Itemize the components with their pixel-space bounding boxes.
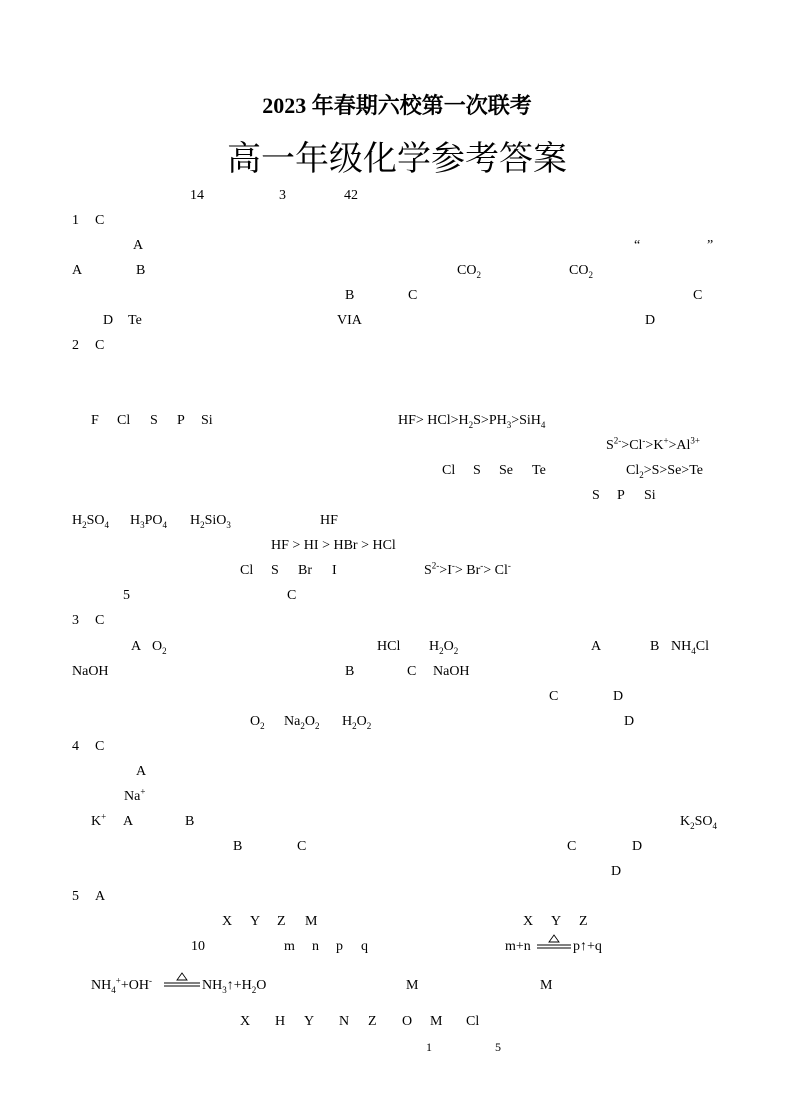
q3-option-b: B [650,639,660,654]
q5-reaction-right: p↑+q [573,939,602,954]
q3-hcl: HCl [377,639,401,654]
q5-element: M [305,914,318,929]
q2-hydride-stability: $HF> HCl>H_2S>PH_3>SiH_4$ [398,413,546,430]
q2-oxidizing-order: $Cl_2>S>Se>Te$ [626,463,703,480]
q1-answer: C [95,213,105,228]
q4-option-b: B [185,814,195,829]
q1-option-d: D [103,313,114,328]
q2-element4: I [332,563,337,578]
q5-species: n [312,939,319,954]
q5-ammonium-reaction-left: $NH_4^++OH^-$ [91,975,152,995]
exam-title: 2023 年春期六校第一次联考 [262,93,532,118]
q1-group-via: VIA [337,313,362,328]
q2-element3: P [617,488,625,503]
q5-assignment: X [240,1014,251,1029]
q2-five: 5 [123,588,130,603]
q5-species: q [361,939,368,954]
q2-c: C [287,588,297,603]
q5-m: M [406,978,419,993]
q2-element: Si [201,413,213,428]
q5-m2: M [540,978,553,993]
q3-nh4cl: $NH_4Cl$ [671,639,709,656]
page-number: 1 [426,1040,432,1054]
q5-assignment: Z [368,1014,377,1029]
q2-element4: Br [298,563,312,578]
q4-option-a: A [136,764,147,779]
q5-assignment: H [275,1014,286,1029]
q3-option-d2: D [624,714,635,729]
q2-hf: HF [320,513,338,528]
q3-option-b2: B [345,664,355,679]
q3-option-a2: A [591,639,602,654]
q2-element: F [91,413,99,428]
answer-key-title: 高一年级化学参考答案 [227,139,567,179]
q5-number: 5 [72,889,79,904]
heat-equals-icon [163,971,201,991]
q1-co2-first: $CO_2$ [457,263,481,280]
intro-count: 14 [190,188,204,203]
q3-option-d: D [613,689,624,704]
q3-h2o2: $H_2O_2$ [429,639,459,656]
q5-element: Z [277,914,286,929]
q2-element3: Si [644,488,656,503]
q3-o2b: $O_2$ [250,714,265,731]
q2-element2: Se [499,463,513,478]
q4-option-a2: A [123,814,134,829]
q2-acid-h2sio3: $H_2SiO_3$ [190,513,231,530]
q5-element: Z [579,914,588,929]
q5-species: m [284,939,295,954]
q2-number: 2 [72,338,79,353]
q4-option-d2: D [611,864,622,879]
q5-assignment: Cl [466,1014,480,1029]
q1-option-b: B [345,288,355,303]
q3-number: 3 [72,613,79,628]
q1-option-c: C [408,288,418,303]
q2-element: P [177,413,185,428]
q1-line-a: A [72,263,83,278]
q3-answer: C [95,613,105,628]
q1-co2-second: $CO_2$ [569,263,593,280]
q3-naoh2: NaOH [433,664,470,679]
q5-ammonium-reaction-right: $NH_3↑+H_2O$ [202,978,267,995]
page-total: 5 [495,1040,501,1054]
q4-option-c2: C [567,839,577,854]
q2-element4: S [271,563,279,578]
q2-answer: C [95,338,105,353]
q2-element3: S [592,488,600,503]
q4-option-b2: B [233,839,243,854]
q2-ion-order: $S^{2-}>I^-> Br^-> Cl^-$ [424,560,511,578]
q1-option-d2: D [645,313,656,328]
q2-acid-h3po4: $H_3PO_4$ [130,513,168,530]
intro-score: 3 [279,188,286,203]
q5-assignment: O [402,1014,413,1029]
intro-total: 42 [344,188,358,203]
q3-option-c: C [407,664,417,679]
q2-acid-h2so4: $H_2SO_4$ [72,513,110,530]
q3-na2o2: $Na_2O_2$ [284,714,320,731]
q2-element: Cl [117,413,131,428]
q2-element2: S [473,463,481,478]
q5-element: Y [250,914,261,929]
q5-assignment: M [430,1014,443,1029]
q5-assignment: Y [304,1014,315,1029]
q5-reaction-left: m+n [505,939,531,954]
q3-option-a: A [131,639,142,654]
q4-na-ion: Na+ [124,786,146,804]
q5-ten: 10 [191,939,205,954]
q1-quote-open: “ [634,238,641,253]
q4-k-ion: K+ [91,811,107,829]
q3-h2o2b: $H_2O_2$ [342,714,372,731]
q2-hx-order: HF > HI > HBr > HCl [271,538,396,553]
q1-quote-close: ” [707,238,714,253]
q2-element2: Te [532,463,546,478]
q1-option-c2: C [693,288,703,303]
q4-option-c: C [297,839,307,854]
q1-line-b: B [136,263,146,278]
heat-equals-icon [536,933,572,953]
q5-assignment: N [339,1014,350,1029]
q5-element: Y [551,914,562,929]
q3-o2: $O_2$ [152,639,167,656]
q3-naoh: NaOH [72,664,109,679]
q1-element-te: Te [128,313,142,328]
q4-option-d: D [632,839,643,854]
q2-element4: Cl [240,563,254,578]
q5-element: X [523,914,534,929]
q1-option-a: A [133,238,144,253]
q1-number: 1 [72,213,79,228]
q2-ion-radius: $S^{2-}>Cl^->K^+>Al^{3+}$ [606,435,700,453]
q5-element: X [222,914,233,929]
q2-element: S [150,413,158,428]
q3-option-c2: C [549,689,559,704]
q4-k2so4: $K_2SO_4$ [680,814,718,831]
q5-species: p [336,939,343,954]
q4-answer: C [95,739,105,754]
q4-number: 4 [72,739,79,754]
q2-element2: Cl [442,463,456,478]
q5-answer: A [95,889,106,904]
